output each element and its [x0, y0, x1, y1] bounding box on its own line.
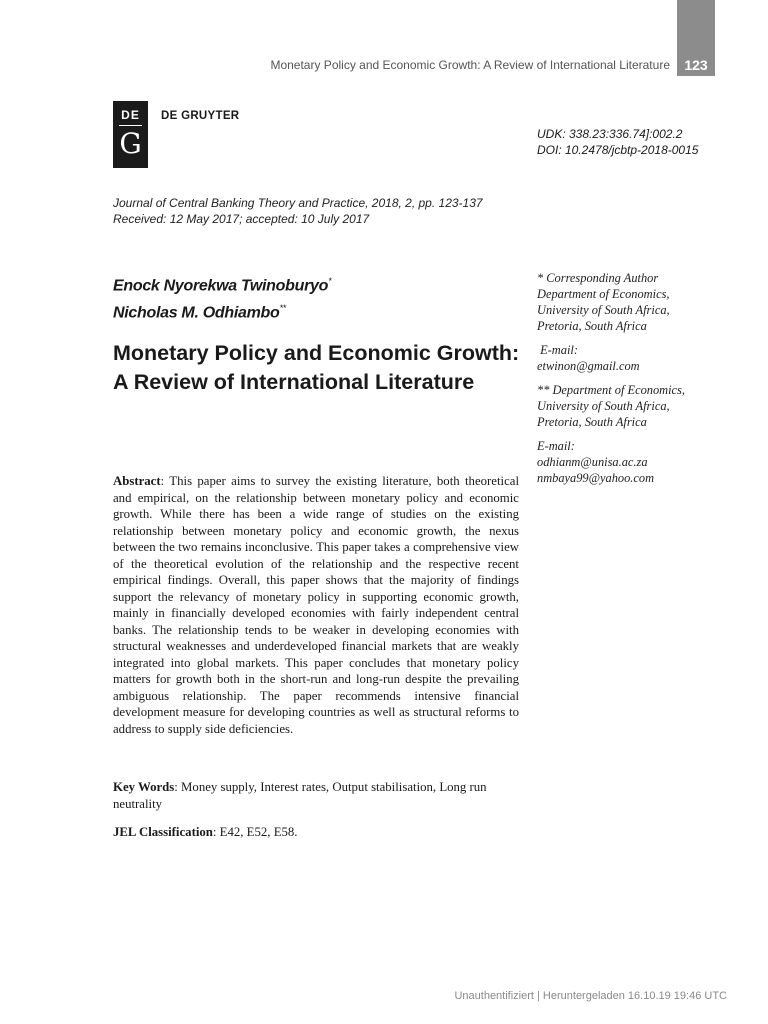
- logo-rule: [119, 125, 142, 126]
- abstract-text: This paper aims to survey the existing literature, both theoretical and empirical, on the relationship between monetary policy and economic growth. While there has been a wide range of studies on the existing relationship between monetary policy and economic growth, the nexus between the two remains inconclusive. This paper takes a comprehensive view of the theoretical evolution of the relationship and the respective recent empirical findings. Overall, this paper shows that the majority of findings support the relevancy of monetary policy in supporting economic growth, mainly in financially developed economies with fairly independent central banks. The relationship tends to be weaker in developing economies with structural weaknesses and underdeveloped financial markets that are weakly integrated into global markets. This paper concludes that monetary policy matters for growth both in the short-run and long-run despite the prevailing ambiguous relationship. The paper recommends intensive financial development measure for developing countries as well as structural reforms to address to supply side deficiencies.: [113, 474, 519, 736]
- identifiers: [537, 126, 698, 158]
- page-number: 123: [677, 0, 715, 76]
- paper-title: Monetary Policy and Economic Growth: A Review of International Literature: [113, 341, 520, 394]
- author-2-mark: **: [279, 303, 286, 314]
- email-block-2: [537, 438, 707, 486]
- email-label-1: E-mail:: [540, 343, 578, 357]
- email-2b[interactable]: nmbaya99@yahoo.com: [537, 471, 655, 485]
- author-2: [113, 297, 331, 324]
- publisher-name: DE GRUYTER: [161, 110, 240, 122]
- email-1[interactable]: etwinon@gmail.com: [537, 359, 640, 373]
- dept-2-line-2: University of South Africa,: [537, 399, 670, 413]
- download-footer: Unauthentifiziert | Heruntergeladen 16.10.19 19:46 UTC: [454, 990, 727, 1002]
- jel-text: E42, E52, E58.: [219, 825, 298, 839]
- logo-top-text: DE: [121, 108, 140, 122]
- email-block-1: [537, 342, 707, 374]
- keywords-text: Money supply, Interest rates, Output stabilisation, Long run neutrality: [113, 780, 487, 811]
- jel-classification: JEL Classification: E42, E52, E58.: [113, 825, 298, 839]
- corresponding-note: * Corresponding Author: [537, 271, 659, 285]
- dept-2-line-3: Pretoria, South Africa: [537, 415, 647, 429]
- running-head: Monetary Policy and Economic Growth: A Review of International Literature: [270, 58, 670, 72]
- affiliation-notes: [537, 270, 707, 494]
- received-line: Received: 12 May 2017; accepted: 10 July 2017: [113, 212, 370, 226]
- publisher-logo: [113, 101, 148, 168]
- dept-1-line-1: Department of Economics,: [537, 287, 670, 301]
- dept-1-line-3: Pretoria, South Africa: [537, 319, 647, 333]
- author-1-name: Enock Nyorekwa Twinoburyo: [113, 277, 329, 295]
- doi-code[interactable]: DOI: 10.2478/jcbtp-2018-0015: [537, 143, 699, 157]
- email-2a[interactable]: odhianm@unisa.ac.za: [537, 455, 648, 469]
- affiliation-2: [537, 382, 707, 430]
- abstract-label: Abstract: [113, 474, 161, 488]
- dept-2-line-1: ** Department of Economics,: [537, 383, 685, 397]
- email-label-2: E-mail:: [537, 439, 575, 453]
- author-1: [113, 270, 331, 297]
- dept-1-line-2: University of South Africa,: [537, 303, 670, 317]
- abstract: Abstract: This paper aims to survey the existing literature, both theoretical and empirical, on the relationship between monetary policy and economic growth. While there has been a wide range of studies on the existing relationship between monetary policy and economic growth, the nexus between the two remains inconclusive. This paper takes a comprehensive view of the theoretical evolution of the relationship and the respective recent empirical findings. Overall, this paper shows that the majority of findings support the relevancy of monetary policy in supporting economic growth, mainly in financially developed economies with fairly independent central banks. The relationship tends to be weaker in developing economies with structural weaknesses and underdeveloped financial markets that are weakly integrated into global markets. This paper concludes that monetary policy matters for growth both in the short-run and long-run despite the prevailing ambiguous relationship. The paper recommends intensive financial development measure for developing countries as well as structural reforms to address to supply side deficiencies.: [113, 474, 519, 736]
- keywords: Key Words: Money supply, Interest rates, Output stabilisation, Long run neutrality: [113, 780, 487, 811]
- journal-line: Journal of Central Banking Theory and Practice, 2018, 2, pp. 123-137: [113, 196, 483, 210]
- jel-label: JEL Classification: [113, 825, 213, 839]
- author-list: [113, 270, 331, 325]
- udk-code: UDK: 338.23:336.74]:002.2: [537, 127, 683, 141]
- journal-info: [113, 195, 483, 227]
- logo-bottom-text: G: [119, 127, 142, 160]
- author-2-name: Nicholas M. Odhiambo: [113, 304, 280, 322]
- keywords-label: Key Words: [113, 780, 175, 794]
- author-1-mark: *: [328, 276, 332, 286]
- affiliation-1: [537, 270, 707, 334]
